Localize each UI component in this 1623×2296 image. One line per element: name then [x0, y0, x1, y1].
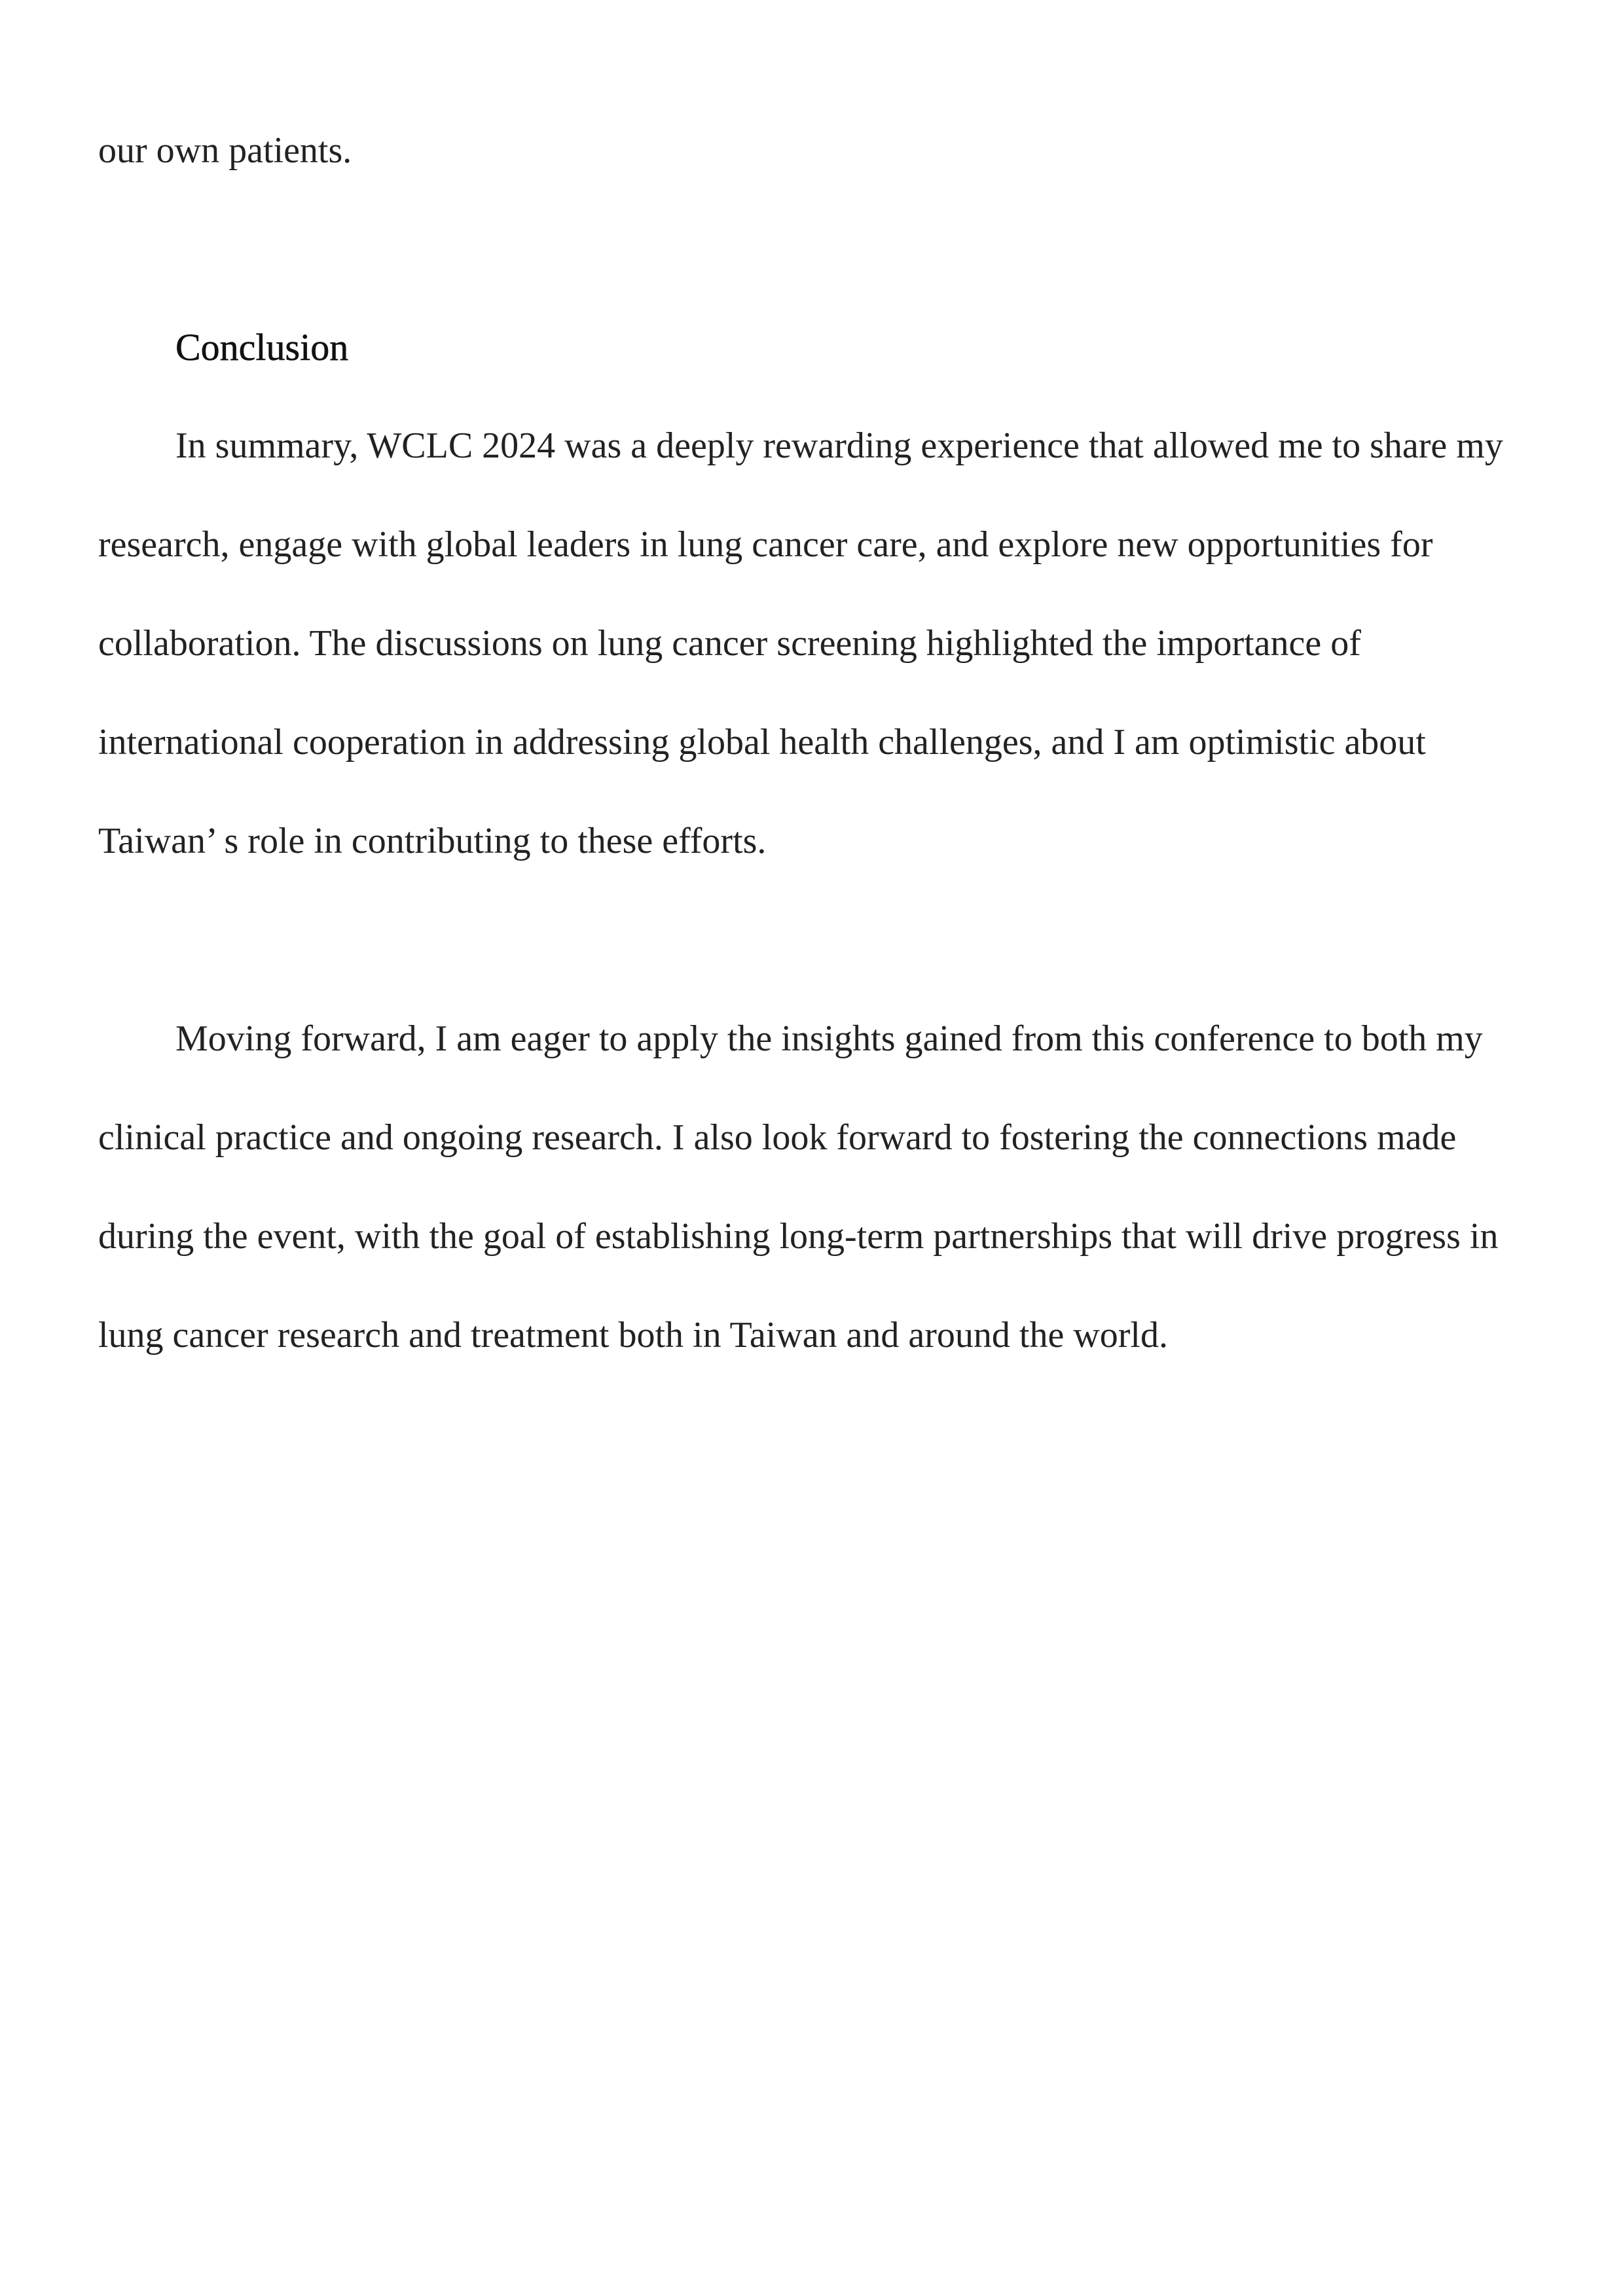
section-heading-conclusion: Conclusion [175, 326, 349, 368]
continuation-text: our own patients. [98, 130, 352, 171]
paragraph-summary: In summary, WCLC 2024 was a deeply rewarding experience that allowed me to share my research, engage with global leaders in lung cancer care, and explore new opportunities for collaboration. The discussions on lung cancer screening highlighted the importance of international cooperation in addressing global health challenges, and I am optimistic about Taiwan’ s role in contributing to these efforts. [98, 425, 1503, 861]
paragraph-moving-forward: Moving forward, I am eager to apply the insights gained from this conference to both my clinical practice and ongoing research. I also look forward to fostering the connections made during the event, with the goal of establishing long-term partnerships that will drive progress in lung cancer research and treatment both in Taiwan and around the world. [98, 1018, 1499, 1355]
